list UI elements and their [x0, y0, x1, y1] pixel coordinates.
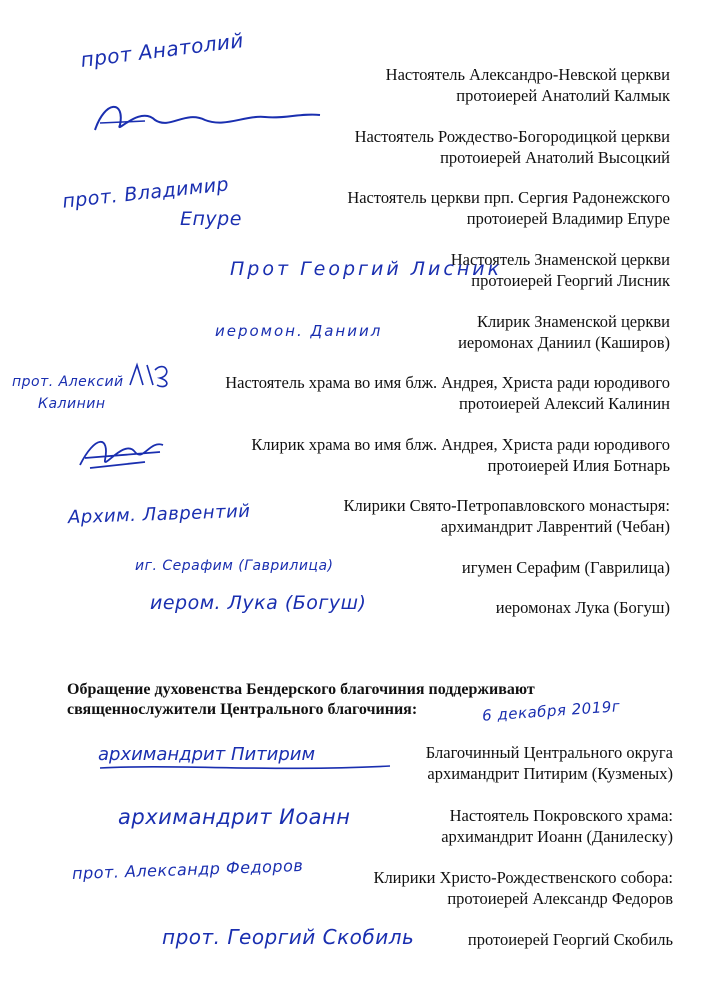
signatory-name: протоиерей Анатолий Калмык [456, 86, 670, 105]
signatory-name: протоиерей Алексий Калинин [458, 394, 670, 413]
handwritten-signature: иером. Лука (Богуш) [150, 592, 367, 614]
signatory-name: протоиерей Анатолий Высоцкий [440, 148, 670, 167]
handwritten-signature: архимандрит Иоанн [118, 805, 351, 829]
signature-underline [95, 762, 395, 774]
handwritten-signature: прот. Георгий Скобиль [162, 925, 415, 949]
signatory-name: протоиерей Александр Федоров [447, 889, 673, 908]
handwritten-signature: иг. Серафим (Гаврилица) [135, 558, 334, 574]
signature-scribble [85, 95, 325, 140]
handwritten-signature: Архим. Лаврентий [67, 500, 251, 529]
signatory-name: протоиерей Георгий Лисник [471, 271, 670, 290]
signatory-title: Клирик храма во имя блж. Андрея, Христа ради юродивого [251, 435, 670, 454]
signatory-name: протоиерей Владимир Епуре [466, 209, 670, 228]
signatory-name: игумен Серафим (Гаврилица) [461, 558, 670, 577]
appeal-heading-line2: священнослужители Центрального благочиния: [67, 701, 418, 718]
handwritten-signature: архимандрит Питирим [98, 744, 316, 765]
signatory-name: иеромонах Даниил (Каширов) [458, 333, 670, 352]
signatory-name: протоиерей Георгий Скобиль [467, 930, 673, 949]
handwritten-signature: иеромон. Даниил [215, 322, 383, 340]
handwritten-date: 6 декабря 2019г [481, 697, 621, 725]
signatory-title: Клирики Свято-Петропавловского монастыря: [343, 496, 670, 515]
signatory-name: архимандрит Питирим (Кузменых) [427, 764, 673, 783]
appeal-heading-line1: Обращение духовенства Бендерского благочиния поддерживают [67, 681, 535, 698]
signatory-name: архимандрит Иоанн (Данилеску) [441, 827, 673, 846]
signatory-title: Клирики Христо-Рождественского собора: [373, 868, 673, 887]
handwritten-signature: прот. Александр Федоров [71, 855, 304, 884]
signatory-title: Настоятель Покровского храма: [449, 806, 673, 825]
signature-scribble [75, 430, 170, 475]
handwritten-signature: Прот Георгий Лисник [230, 258, 503, 280]
handwritten-signature: Калинин [38, 396, 106, 412]
handwritten-signature: прот Анатолий [79, 28, 246, 72]
signatory-title: Благочинный Центрального округа [425, 743, 673, 762]
signatory-title: Настоятель Знаменской церкви [450, 250, 670, 269]
handwritten-signature: прот. Владимир [61, 173, 231, 213]
handwritten-signature: прот. Алексий [12, 374, 124, 390]
signatory-title: Клирик Знаменской церкви [476, 312, 670, 331]
signatory-title: Настоятель храма во имя блж. Андрея, Христа ради юродивого [225, 373, 670, 392]
signatory-name: архимандрит Лаврентий (Чебан) [440, 517, 670, 536]
signatory-name: протоиерей Илия Ботнарь [487, 456, 670, 475]
signatory-name: иеромонах Лука (Богуш) [495, 598, 670, 617]
handwritten-signature: Епуре [180, 208, 242, 230]
signatory-title: Настоятель Рождество-Богородицкой церкви [354, 127, 670, 146]
signatory-title: Настоятель церкви прп. Сергия Радонежского [347, 188, 670, 207]
signatory-title: Настоятель Александро-Невской церкви [385, 65, 670, 84]
signature-scribble [125, 360, 175, 390]
